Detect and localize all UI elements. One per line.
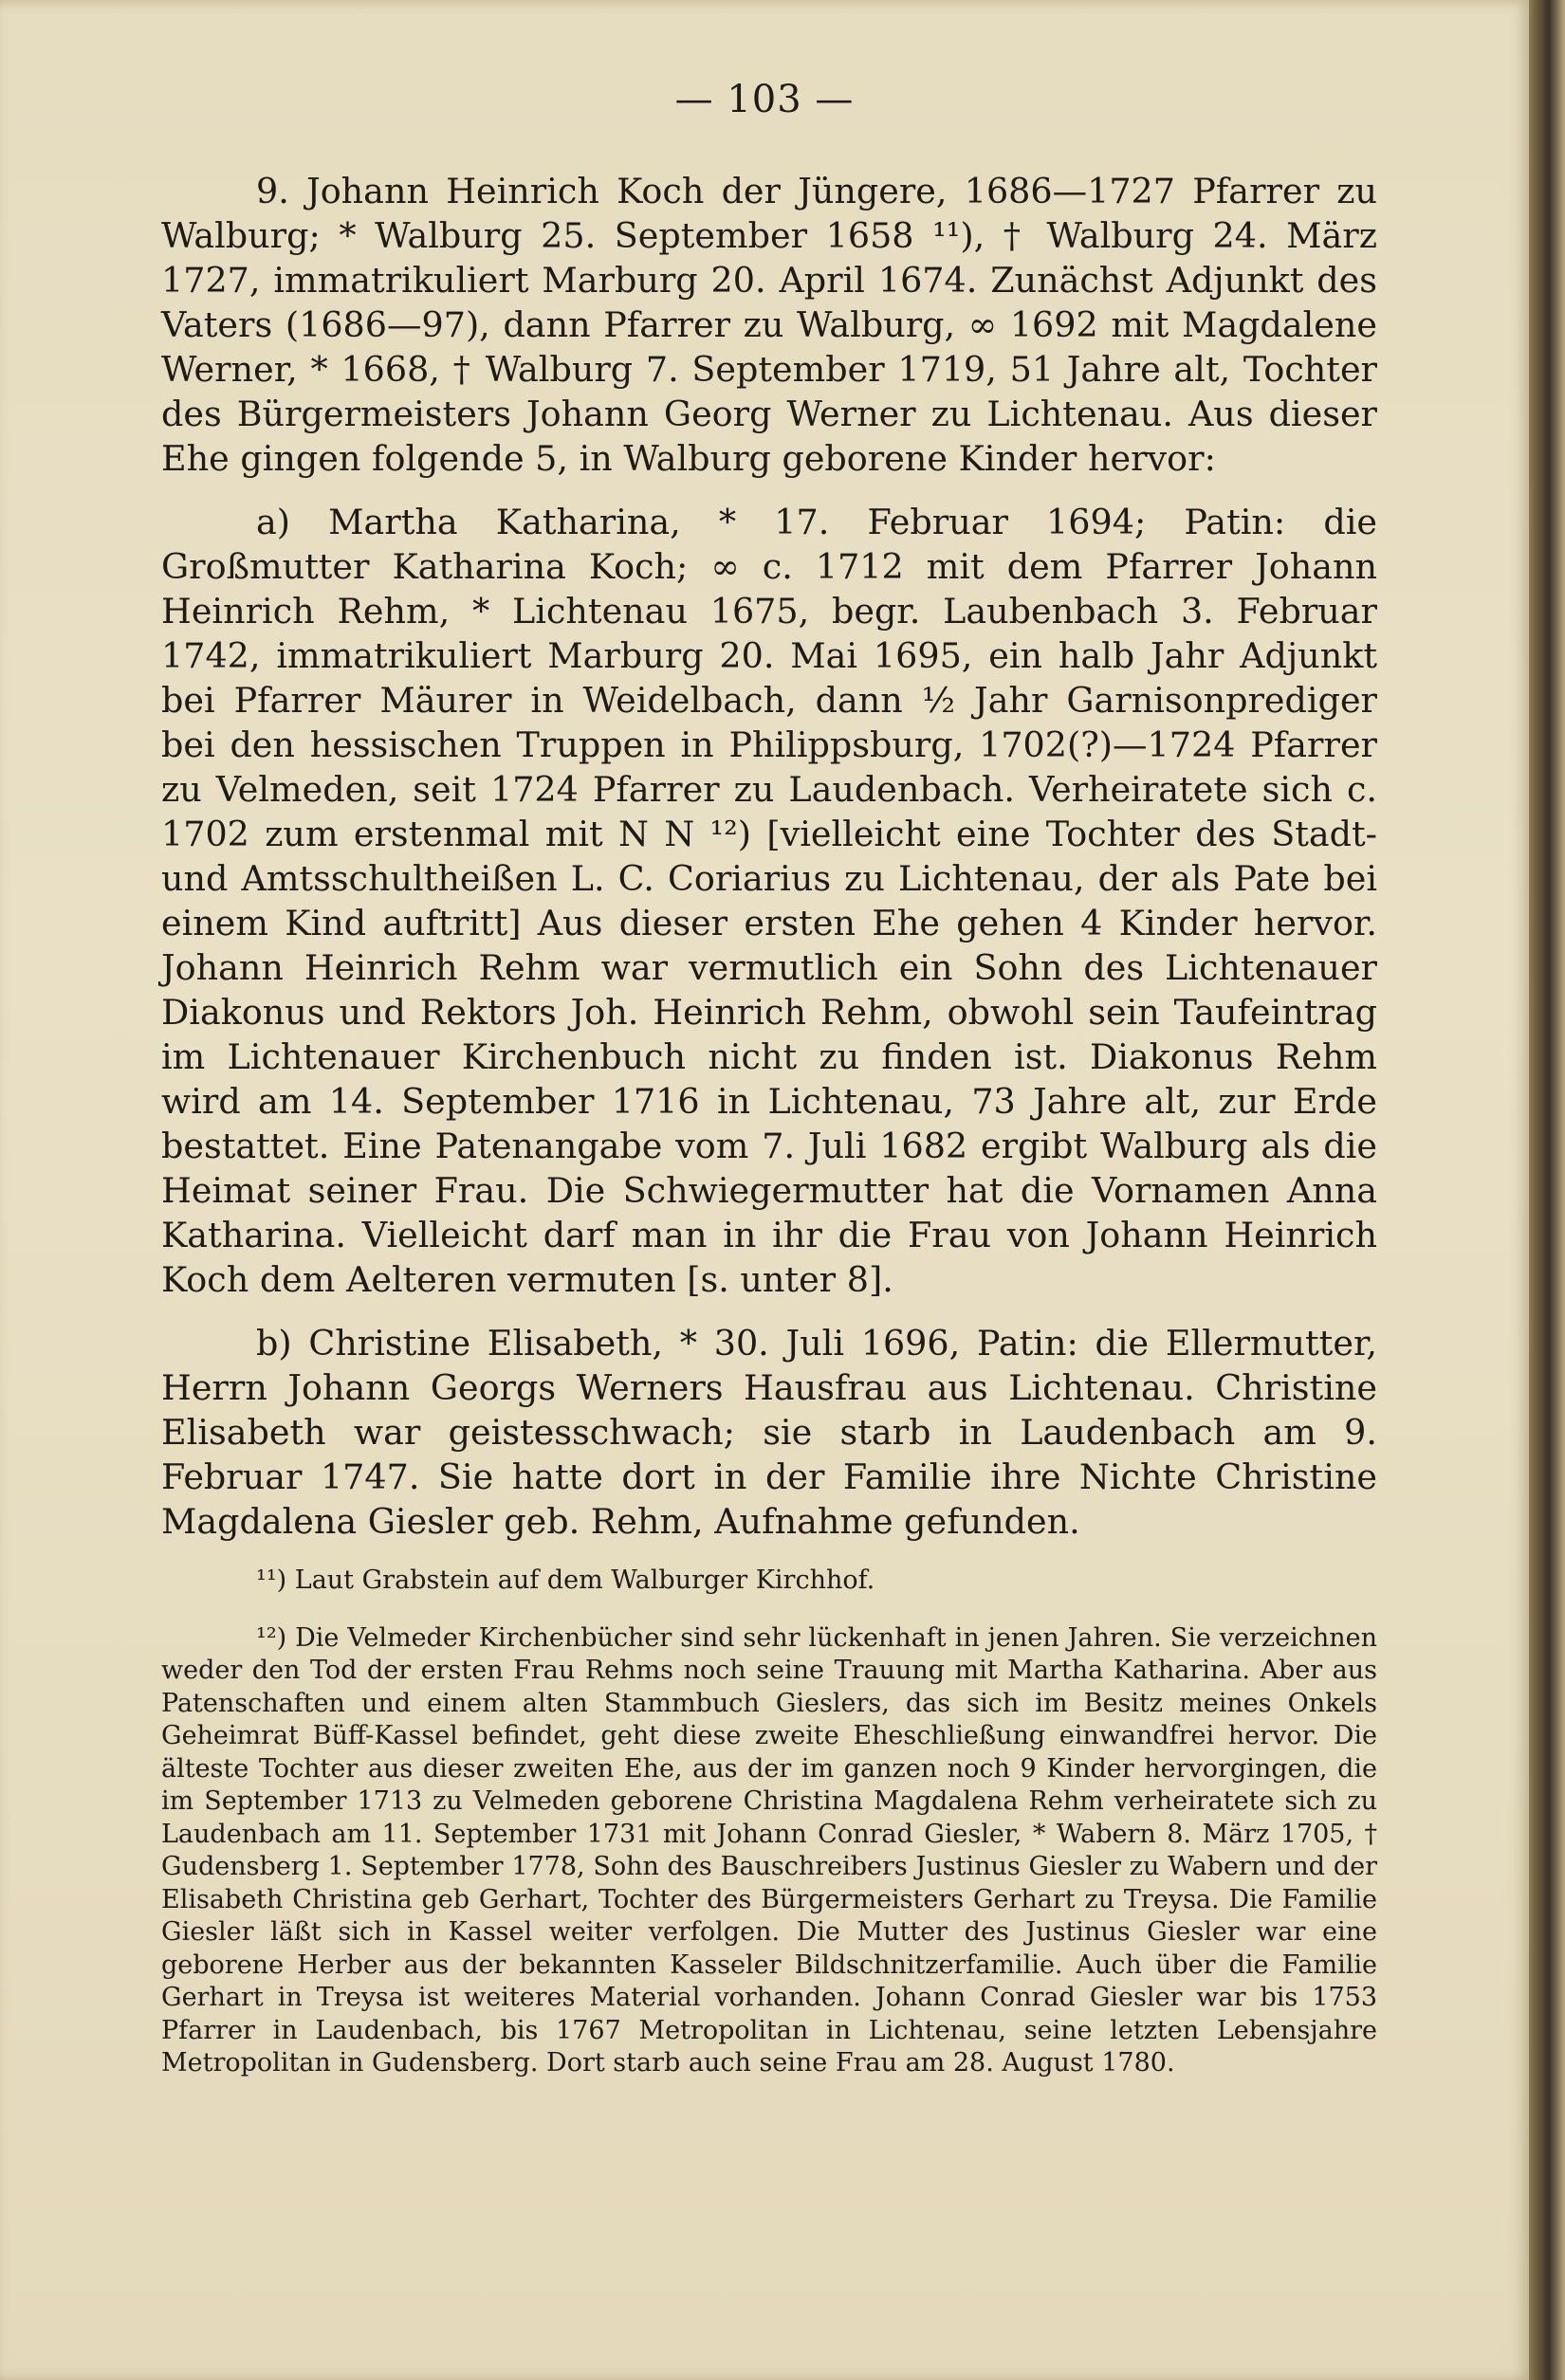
footnote-12: ¹²) Die Velmeder Kirchenbücher sind sehr lückenhaft in jenen Jahren. Sie verzeichnen weder den Tod der ersten Frau Rehms noch seine Trauung mit Martha Katharina. Aber aus Patenschaften und einem alten Stammbuch Gieslers, das sich im Besitz meines Onkels Geheimrat Büff-Kassel befindet, geht diese zweite Eheschließung einwandfrei hervor. Die älteste Tochter aus dieser zweiten Ehe, aus der im ganzen noch 9 Kinder hervorgingen, die im September 1713 zu Velmeden geborene Christina Magdalena Rehm verheiratete sich zu Laudenbach am 11. September 1731 mit Johann Conrad Giesler, * Wabern 8. März 1705, † Gudensberg 1. September 1778, Sohn des Bauschreibers Justinus Giesler zu Wabern und der Elisabeth Christina geb Gerhart, Tochter des Bürgermeisters Gerhart zu Treysa. Die Familie Giesler läßt sich in Kassel weiter verfolgen. Die Mutter des Justinus Giesler war eine geborene Herber aus der bekannten Kasseler Bildschnitzerfamilie. Auch über die Familie Gerhart in Treysa ist weiteres Material vorhanden. Johann Conrad Giesler war bis 1753 Pfarrer in Laudenbach, bis 1767 Metropolitan in Lichtenau, seine letzten Lebensjahre Metropolitan in Gudensberg. Dort starb auch seine Frau am 28. August 1780. [161, 1622, 1377, 2078]
page-number: — 103 — [674, 78, 855, 121]
book-edge [1529, 0, 1565, 2380]
entry-heading-paragraph: 9. Johann Heinrich Koch der Jüngere, 1686—1727 Pfarrer zu Walburg; * Walburg 25. September 1658 ¹¹), † Walburg 24. März 1727, immatrikuliert Marburg 20. April 1674. Zunächst Adjunkt des Vaters (1686—97), dann Pfarrer zu Walburg, ∞ 1692 mit Magdalene Werner, * 1668, † Walburg 7. September 1719, 51 Jahre alt, Tochter des Bürgermeisters Johann Georg Werner zu Lichtenau. Aus dieser Ehe gingen folgende 5, in Walburg geborene Kinder hervor: [161, 171, 1377, 479]
footnote-11: ¹¹) Laut Grabstein auf dem Walburger Kirchhof. [256, 1565, 875, 1595]
footnotes [161, 1565, 1377, 2080]
child-entry-a: a) Martha Katharina, * 17. Februar 1694; Patin: die Großmutter Katharina Koch; ∞ c. 1712 mit dem Pfarrer Johann Heinrich Rehm, * Lichtenau 1675, begr. Laubenbach 3. Februar 1742, immatrikuliert Marburg 20. Mai 1695, ein halb Jahr Adjunkt bei Pfarrer Mäurer in Weidelbach, dann ½ Jahr Garnisonprediger bei den hessischen Truppen in Philippsburg, 1702(?)—1724 Pfarrer zu Velmeden, seit 1724 Pfarrer zu Laudenbach. Verheiratete sich c. 1702 zum erstenmal mit N N ¹²) [vielleicht eine Tochter des Stadt- und Amtsschultheißen L. C. Coriarius zu Lichtenau, der als Pate bei einem Kind auftritt] Aus dieser ersten Ehe gehen 4 Kinder hervor. Johann Heinrich Rehm war vermutlich ein Sohn des Lichtenauer Diakonus und Rektors Joh. Heinrich Rehm, obwohl sein Taufeintrag im Lichtenauer Kirchenbuch nicht zu finden ist. Diakonus Rehm wird am 14. September 1716 in Lichtenau, 73 Jahre alt, zur Erde bestattet. Eine Patenangabe vom 7. Juli 1682 ergibt Walburg als die Heimat seiner Frau. Die Schwiegermutter hat die Vornamen Anna Katharina. Vielleicht darf man in ihr die Frau von Johann Heinrich Koch dem Aelteren vermuten [s. unter 8]. [161, 502, 1377, 1300]
main-text [161, 169, 1377, 1544]
child-entry-b: b) Christine Elisabeth, * 30. Juli 1696, Patin: die Ellermutter, Herrn Johann Georgs Werners Hausfrau aus Lichtenau. Christine Elisabeth war geistesschwach; sie starb in Laudenbach am 9. Februar 1747. Sie hatte dort in der Familie ihre Nichte Christine Magdalena Giesler geb. Rehm, Aufnahme gefunden. [161, 1323, 1377, 1542]
